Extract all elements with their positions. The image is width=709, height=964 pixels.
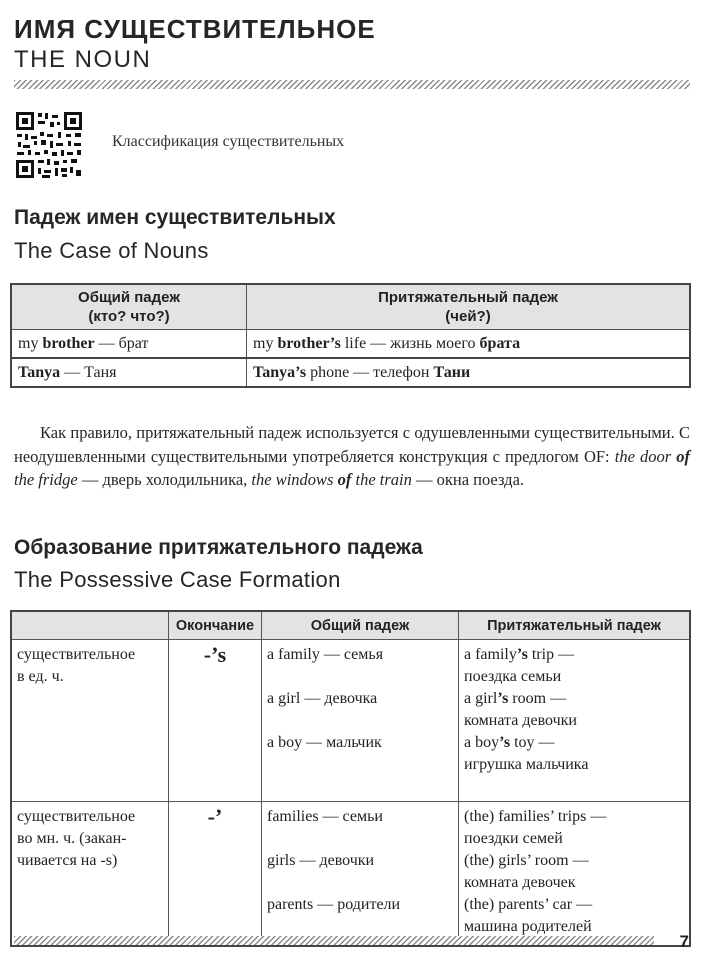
- cell-text: a family: [464, 646, 517, 663]
- formation-header-possessive: Притяжательный падеж: [459, 611, 691, 640]
- cell-text-bold: ’s: [497, 690, 509, 707]
- cell-text: my: [253, 334, 278, 352]
- page-title: ИМЯ СУЩЕСТВИТЕЛЬНОЕ: [14, 14, 376, 44]
- label-line: во мн. ч. (закан-: [17, 830, 127, 847]
- case-header-possessive-line1: Притяжательный падеж: [378, 289, 558, 306]
- possessive-example: [464, 732, 684, 754]
- page-number: 7: [679, 932, 689, 951]
- cell-text: — брат: [94, 334, 149, 352]
- case-cell-possessive: [247, 358, 691, 387]
- formation-table: [10, 610, 691, 947]
- formation-cell-common: [262, 640, 459, 802]
- formation-header-empty: [11, 611, 169, 640]
- example-of: of: [676, 446, 690, 466]
- table-row: [11, 330, 690, 359]
- formation-table-header-row: [11, 611, 690, 640]
- case-header-common: [11, 284, 247, 330]
- cell-text: trip —: [527, 646, 575, 663]
- section-title-case: Падеж имен существительных: [14, 206, 336, 229]
- label-line: существительное: [17, 808, 136, 825]
- case-cell-possessive: [247, 330, 691, 359]
- case-header-common-line2: (кто? что?): [88, 308, 170, 325]
- label-line: в ед. ч.: [17, 668, 64, 685]
- formation-cell-common: [262, 802, 459, 946]
- case-header-possessive: [247, 284, 691, 330]
- section-title-formation: Образование притяжательного падежа: [14, 536, 423, 559]
- cell-text: room —: [508, 690, 567, 707]
- formation-header-ending: Окончание: [169, 611, 262, 640]
- formation-cell-ending: -’: [169, 802, 262, 946]
- cell-text-bold: brother: [42, 334, 95, 352]
- possessive-example: (the) parents’ car —: [464, 896, 593, 913]
- possessive-translation: комната девочек: [464, 874, 576, 891]
- possessive-translation: поездки семей: [464, 830, 563, 847]
- label-line: существительное: [17, 646, 136, 663]
- case-table-header-row: [11, 284, 690, 330]
- common-example: girls — девочки: [267, 852, 375, 869]
- possessive-translation: машина родителей: [464, 918, 592, 935]
- possessive-translation: поездка семьи: [464, 668, 562, 685]
- cell-text: my: [18, 334, 43, 352]
- common-example: a boy — мальчик: [267, 734, 382, 751]
- common-example: a girl — девочка: [267, 690, 378, 707]
- footer-divider: [14, 936, 654, 945]
- page-subtitle: THE NOUN: [14, 46, 152, 73]
- table-row: [11, 640, 690, 802]
- possessive-example: [464, 644, 684, 666]
- cell-text: a boy: [464, 734, 500, 751]
- possessive-example: (the) girls’ room —: [464, 852, 589, 869]
- common-example: a family — семья: [267, 646, 384, 663]
- case-table: [10, 283, 691, 388]
- cell-text-bold: Тани: [433, 363, 471, 381]
- cell-text: phone — телефон: [306, 363, 434, 381]
- case-cell-common: [11, 330, 247, 359]
- example-text: the windows: [251, 470, 338, 489]
- cell-text: a girl: [464, 690, 498, 707]
- section-subtitle-case: The Case of Nouns: [14, 238, 209, 263]
- formation-header-common: Общий падеж: [262, 611, 459, 640]
- cell-text: life — жизнь моего: [340, 334, 480, 352]
- section-subtitle-formation: The Possessive Case Formation: [14, 567, 341, 592]
- qr-caption: Классификация существительных: [112, 133, 345, 150]
- example-text: the door: [614, 446, 677, 466]
- rule-paragraph: [14, 421, 690, 492]
- cell-text-bold: brother’s: [277, 334, 341, 352]
- cell-text-bold: ’s: [516, 646, 528, 663]
- example-text: the train: [351, 470, 412, 489]
- possessive-example: (the) families’ trips —: [464, 808, 607, 825]
- possessive-translation: комната девочки: [464, 712, 577, 729]
- cell-text-bold: Tanya’s: [253, 363, 307, 381]
- table-row: [11, 802, 690, 946]
- common-example: families — семьи: [267, 808, 383, 825]
- qr-code-icon[interactable]: [14, 110, 84, 180]
- formation-cell-possessive: [459, 802, 691, 946]
- paragraph-text: — дверь холодильника,: [77, 470, 252, 489]
- case-cell-common: [11, 358, 247, 387]
- label-line: чивается на -s): [17, 852, 118, 869]
- example-text: the fridge: [14, 470, 78, 489]
- case-header-possessive-line2: (чей?): [445, 308, 491, 325]
- cell-text: toy —: [510, 734, 555, 751]
- formation-cell-possessive: [459, 640, 691, 802]
- paragraph-text: Как правило, притяжательный падеж используется с одушевленными существительными. С неодушевленными существительными употребляется конструкция с предлогом OF:: [14, 423, 690, 466]
- formation-cell-label: [11, 802, 169, 946]
- paragraph-text: — окна поезда.: [411, 470, 525, 489]
- example-of: of: [337, 470, 352, 489]
- cell-text-bold: Tanya: [18, 363, 61, 381]
- header-divider: [14, 80, 690, 89]
- formation-cell-ending: -’s: [169, 640, 262, 802]
- cell-text: — Таня: [60, 363, 117, 381]
- common-example: parents — родители: [267, 896, 401, 913]
- formation-cell-label: [11, 640, 169, 802]
- possessive-translation: игрушка мальчика: [464, 756, 589, 773]
- table-row: [11, 358, 690, 387]
- case-header-common-line1: Общий падеж: [78, 289, 180, 306]
- cell-text-bold: брата: [479, 334, 521, 352]
- cell-text-bold: ’s: [499, 734, 511, 751]
- possessive-example: [464, 688, 684, 710]
